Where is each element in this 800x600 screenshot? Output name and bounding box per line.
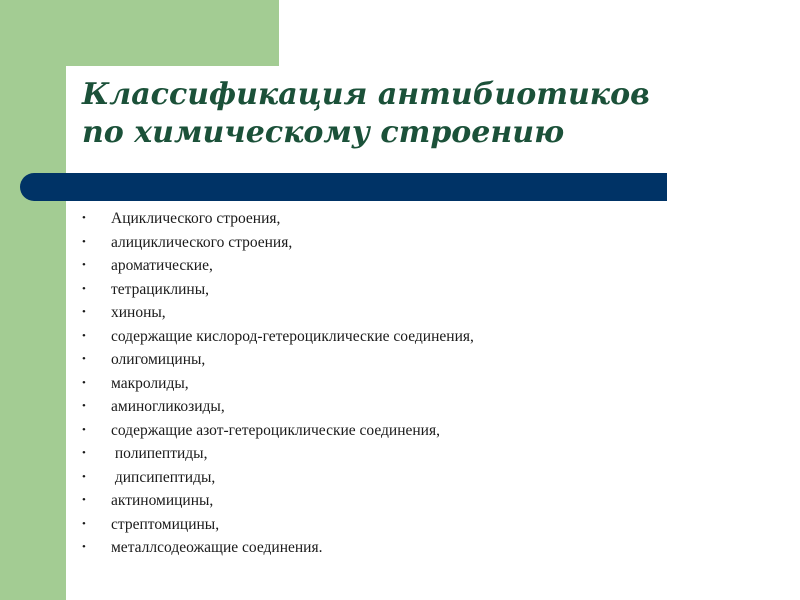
bullet-list [80,207,720,560]
bullet-item: • содержащие азот-гетероциклические соединения, [80,419,720,443]
bullet-item: • актиномицины, [80,489,720,513]
title-divider-bar [20,173,667,201]
slide-title-line-1: Классификация антибиотиков [82,77,650,112]
bullet-item: • содержащие кислород-гетероциклические соединения, [80,325,720,349]
bullet-item: • ароматические, [80,254,720,278]
bullet-item: • макролиды, [80,372,720,396]
bullet-item: • стрептомицины, [80,513,720,537]
bullet-item: • алициклического строения, [80,231,720,255]
bullet-item: • хиноны, [80,301,720,325]
slide-title [82,76,742,152]
bullet-item: • Ациклического строения, [80,207,720,231]
bullet-item: • олигомицины, [80,348,720,372]
bullet-item: • тетрациклины, [80,278,720,302]
bullet-item: • дипсипептиды, [80,466,720,490]
bullet-item: • аминогликозиды, [80,395,720,419]
slide-title-line-2: по химическому строению [82,115,565,150]
bullet-item: • металлсодеожащие соединения. [80,536,720,560]
bullet-item: • полипептиды, [80,442,720,466]
accent-block-left [0,0,66,600]
